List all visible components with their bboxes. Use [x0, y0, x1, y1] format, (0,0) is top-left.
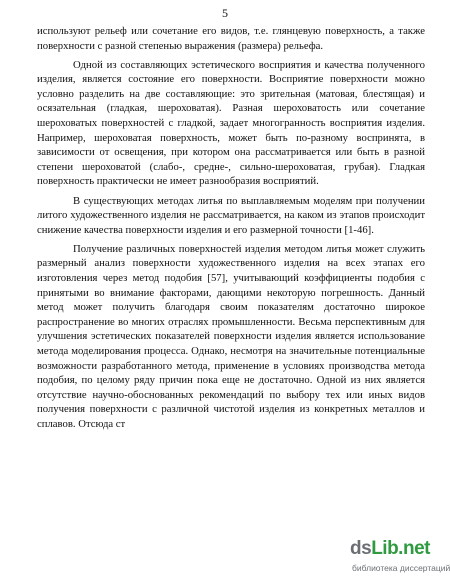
watermark-tagline: библиотека диссертаций: [352, 563, 450, 573]
page-number: 5: [222, 6, 228, 20]
paragraph: В существующих методах литья по выплавляемым моделям при получении литого художественного изделия не рассматривается, на каком из этапов происходит снижение качества поверхности изделия и его размерной точности [1-46].: [37, 194, 425, 236]
logo-suffix: Lib.net: [371, 538, 430, 559]
paragraph: Одной из составляющих эстетического восприятия и качества полученного изделия, является состояние его поверхности. Восприятие поверхности можно условно разделить на две составляющие: это зрительная (матовая, блестящая) и осязательная (гладкая, шероховатая). Разная шероховатость или сочетание шероховатых поверхностей с гладкой, задает многогранность восприятия изделия. Например, шероховатая поверхность, может быть по-разному воспринята, в зависимости от освещения, при котором она рассматривается или быть в разной степени шероховатой (слабо-, средне-, сильно-шероховатая, грубая). Гладкая поверхность практически не имеет разнообразия восприятий.: [37, 58, 425, 188]
document-body: [37, 24, 425, 436]
paragraph: используют рельеф или сочетание его видов, т.е. глянцевую поверхность, а также поверхности с разной степенью выражения (размера) рельефа.: [37, 25, 425, 52]
paragraph: Получение различных поверхностей изделия методом литья может служить размерный анализ поверхности художественного изделия на всех этапах его изготовления через метод подобия [57], учитывающий коэффициенты подобия с принятыми во внимание факторами, дающими некоторую погрешность. Данный метод может получить благодаря своим показателям достаточно широкое распространение во многих отраслях промышленности. Весьма перспективным для улучшения эстетических показателей поверхности изделия является использование метода моделирования процесса. Однако, несмотря на значительные потенциальные возможности разработанного метода, применение в условиях производства метода подобия, по целому ряду причин пока еще не достаточно. Одной из них является отсутствие научно-обоснованных рекомендаций по выбору тех или иных видов получения поверхности с различной чистотой изделия из конкретных металлов и сплавов. Отсюда ст: [37, 242, 425, 430]
dslib-watermark: [350, 538, 450, 582]
dslib-logo: [350, 538, 430, 560]
logo-prefix: ds: [350, 538, 372, 559]
